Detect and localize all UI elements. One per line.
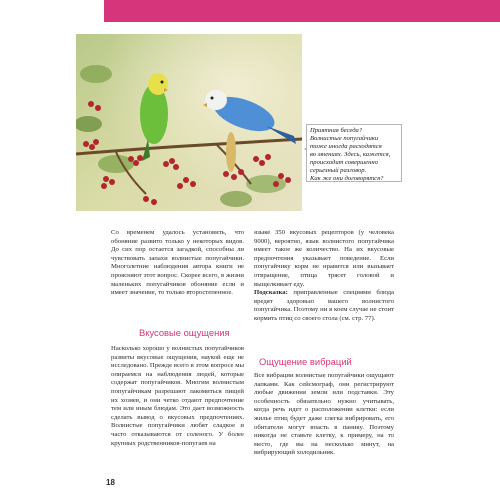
caption-line: Как же они договорятся? [310, 175, 384, 182]
text-column-left-lower [111, 345, 244, 448]
caption-line: тоже иногда расходятся [310, 143, 382, 150]
caption-line: серьезный разговор. [310, 167, 367, 174]
caption-line: Приятная беседа? [310, 127, 363, 134]
header-band [104, 0, 500, 22]
paragraph: Со временем удалось установить, что обоняние развито только у некоторых видов. До сих пор остается загадкой, способны ли чувствовать запахи волнистые попугайчики. Многолетние наблюдения автора книги не проясняют этот вопрос. Скорее всего, в жизни маленьких попугайчиков обоняние если и имеет значение, то только второстепенное. [111, 229, 244, 297]
text-column-right-lower [254, 372, 394, 458]
budgerigars-photo [76, 34, 302, 211]
page-number: 18 [106, 478, 115, 487]
paragraph: языке 350 вкусовых рецепторов (у человека 9000), вероятно, язык волнистого попугайчика имеет такое же количество. На их вкусовые предпочтения указывает поведение. Если попугайчику корм не нравится или вызывает отвращение, птица трясет головой и выщелкивает еду. [254, 229, 394, 288]
caption-line: происходит совершенно [310, 159, 378, 166]
caption-line: во мнениях. Здесь, кажется, [310, 151, 391, 158]
text-column-left [111, 229, 244, 298]
section-heading-taste: Вкусовые ощущения [139, 327, 230, 338]
section-heading-vibration: Ощущение вибраций [259, 356, 352, 367]
text-column-right [254, 229, 394, 324]
paragraph: Все вибрации волнистые попугайчики ощущают лапками. Как сейсмограф, они регистрируют любые движения земли или подставки. Эту особенность обязательно нужно учитывать, когда речь идет о расположении клетки: если жилье птиц будет даже слегка вибрировать, его обитатели могут впасть в панику. Поэтому никогда не ставьте клетку, к примеру, на то место, где вы на несколько минут, на вибрирующий холодильник. [254, 372, 394, 457]
hint-text: приправленные специями блюда вредят здоровью вашего волнистого попугайчика. Поэтому ни в коем случае не стоит кормить птиц со своего стола (см. стр. 77). [254, 289, 394, 322]
photo-caption [306, 124, 406, 184]
hint-label: Подсказка: [254, 289, 288, 297]
caption-line: Волнистые попугайчики [310, 135, 379, 142]
paragraph: Насколько хорошо у волнистых попугайчиков развиты вкусовые ощущения, наукой еще не исследовано. Прежде всего в этом вопросе мы опираемся на наблюдения людей, которые содержат попугайчиков. Многим волнистым попугайчикам разрешают лакомиться пищей их хозяев, и они четко отдают предпочтение тем или иным блюдам. Это дает возможность сделать вывод о вкусовых предпочтениях. Волнистые попугайчики любят сладкое и часто отказываются от соленого. У более крупных родственников-попугаев на [111, 345, 244, 447]
hint-paragraph [254, 289, 394, 323]
